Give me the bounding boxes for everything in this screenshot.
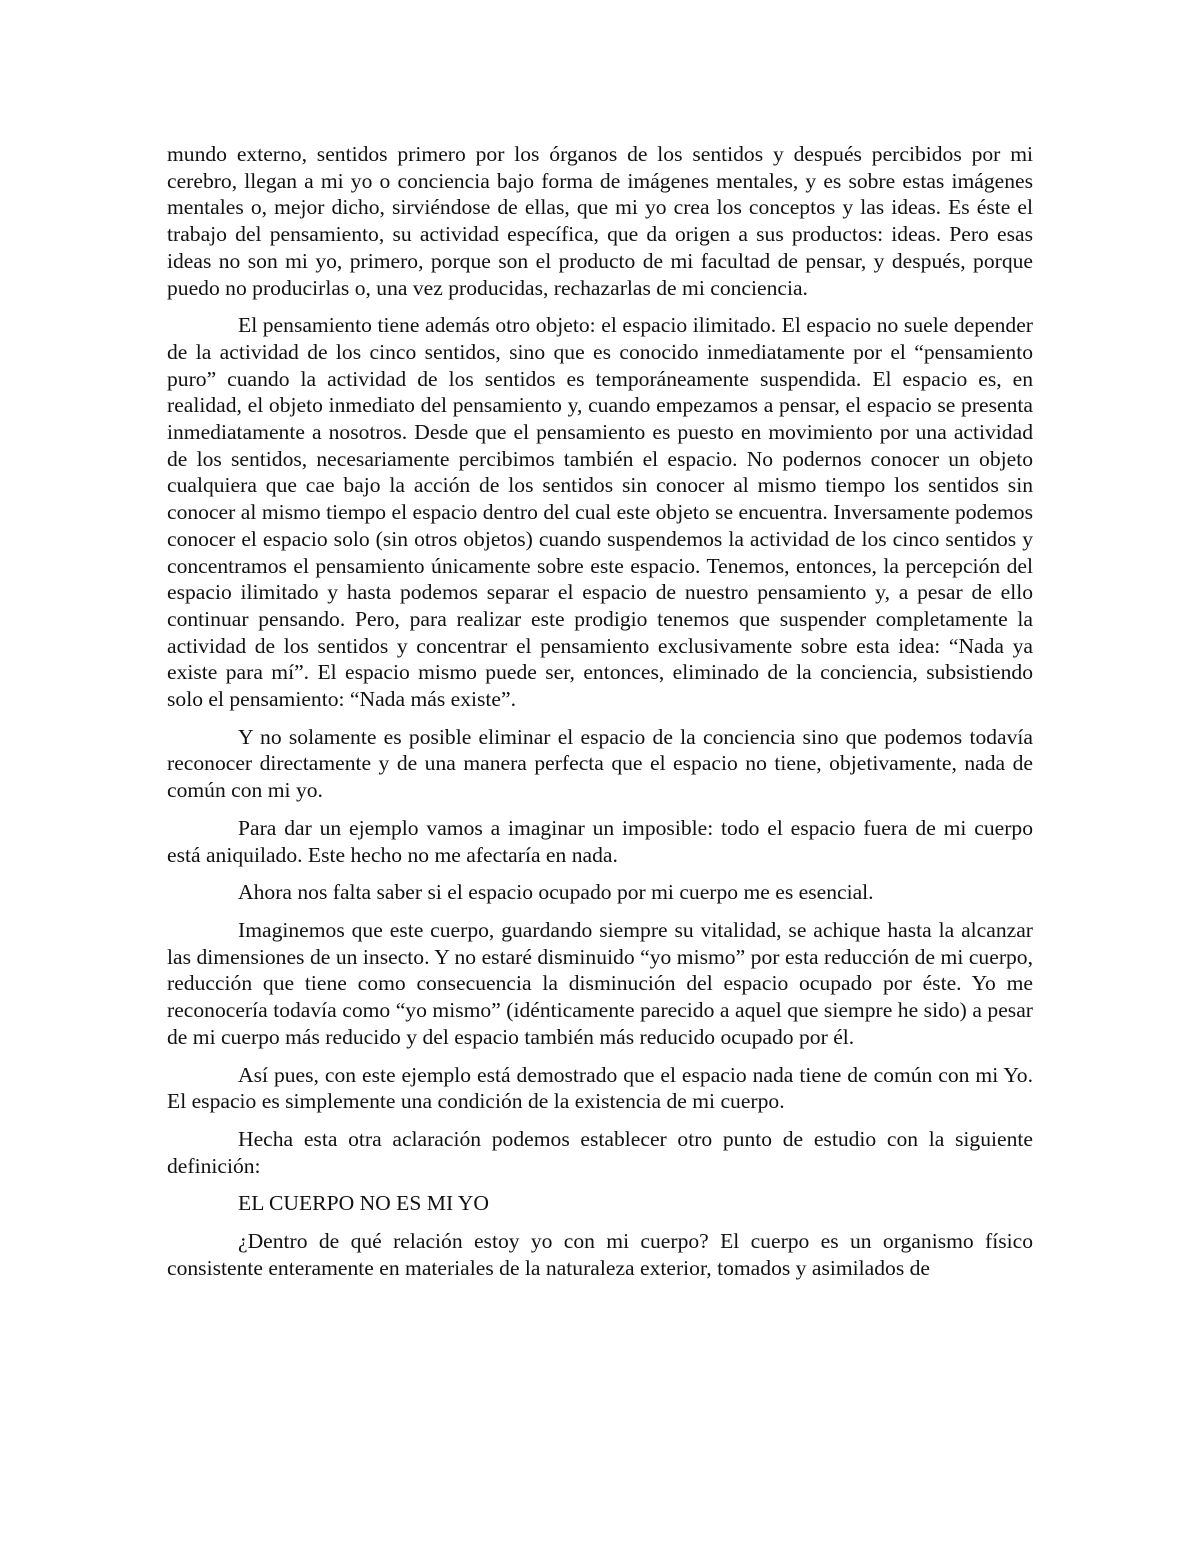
paragraph-6: Imaginemos que este cuerpo, guardando siempre su vitalidad, se achique hasta la alcanzar las dimensiones de un insecto. Y no estaré disminuido “yo mismo” por esta reducción de mi cuerpo, reducción que tiene como consecuencia la disminución del espacio ocupado por éste. Yo me reconocería todavía como “yo mismo” (idénticamente parecido a aquel que siempre he sido) a pesar de mi cuerpo más reducido y del espacio también más reducido ocupado por él. [167, 917, 1033, 1049]
paragraph-final: ¿Dentro de qué relación estoy yo con mi cuerpo? El cuerpo es un organismo físico consistente enteramente en materiales de la naturaleza exterior, tomados y asimilados de [167, 1229, 1033, 1280]
paragraph-2: El pensamiento tiene además otro objeto: el espacio ilimitado. El espacio no suele depender de la actividad de los cinco sentidos, sino que es conocido inmediatamente por el “pensamiento puro” cuando la actividad de los sentidos es temporáneamente suspendida. El espacio es, en realidad, el objeto inmediato del pensamiento y, cuando empezamos a pensar, el espacio se presenta inmediatamente a nosotros. Desde que el pensamiento es puesto en movimiento por una actividad de los sentidos, necesariamente percibimos también el espacio. No podernos conocer un objeto cualquiera que cae bajo la acción de los sentidos sin conocer al mismo tiempo los sentidos sin conocer al mismo tiempo el espacio dentro del cual este objeto se encuentra. Inversamente podemos conocer el espacio solo (sin otros objetos) cuando suspendemos la actividad de los cinco sentidos y concentramos el pensamiento únicamente sobre este espacio. Tenemos, entonces, la percepción del espacio ilimitado y hasta podemos separar el espacio de nuestro pensamiento y, a pesar de ello continuar pensando. Pero, para realizar este prodigio tenemos que suspender completamente la actividad de los sentidos y concentrar el pensamiento exclusivamente sobre esta idea: “Nada ya existe para mí”. El espacio mismo puede ser, entonces, eliminado de la conciencia, subsistiendo solo el pensamiento: “Nada más existe”. [167, 313, 1033, 712]
paragraph-4: Para dar un ejemplo vamos a imaginar un imposible: todo el espacio fuera de mi cuerpo está aniquilado. Este hecho no me afectaría en nada. [167, 815, 1033, 867]
paragraph-3: Y no solamente es posible eliminar el espacio de la conciencia sino que podemos todavía reconocer directamente y de una manera perfecta que el espacio no tiene, objetivamente, nada de común con mi yo. [167, 724, 1033, 803]
document-page [167, 141, 1033, 1292]
paragraph-5: Ahora nos falta saber si el espacio ocupado por mi cuerpo me es esencial. [238, 880, 874, 905]
paragraph-7: Así pues, con este ejemplo está demostrado que el espacio nada tiene de común con mi Yo. El espacio es simplemente una condición de la existencia de mi cuerpo. [167, 1062, 1033, 1114]
paragraph-1: mundo externo, sentidos primero por los órganos de los sentidos y después percibidos por mi cerebro, llegan a mi yo o conciencia bajo forma de imágenes mentales, y es sobre estas imágenes mentales o, mejor dicho, sirviéndose de ellas, que mi yo crea los conceptos y las ideas. Es éste el trabajo del pensamiento, su actividad específica, que da origen a sus productos: ideas. Pero esas ideas no son mi yo, primero, porque son el producto de mi facultad de pensar, y después, porque puedo no producirlas o, una vez producidas, rechazarlas de mi conciencia. [167, 142, 1033, 300]
section-heading: EL CUERPO NO ES MI YO [238, 1191, 489, 1216]
paragraph-8: Hecha esta otra aclaración podemos establecer otro punto de estudio con la siguiente definición: [167, 1126, 1033, 1178]
